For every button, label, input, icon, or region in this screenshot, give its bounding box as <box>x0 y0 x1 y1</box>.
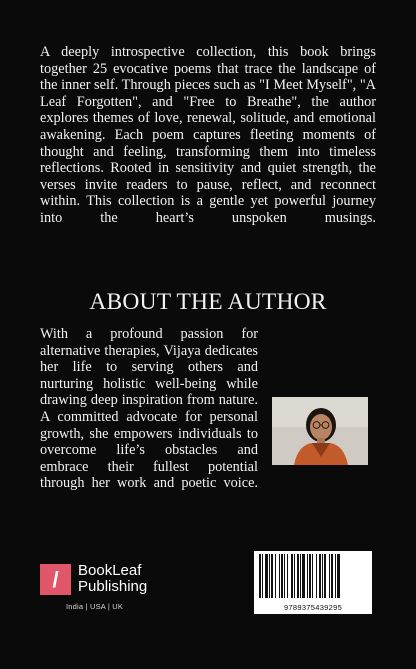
barcode-bar <box>335 554 336 598</box>
barcode-bar <box>337 554 340 598</box>
barcode-bar <box>265 554 268 598</box>
isbn-number: 9789375439295 <box>283 603 343 612</box>
barcode-bar <box>262 554 263 598</box>
barcode-bar <box>269 554 270 598</box>
barcode-bar <box>275 554 276 598</box>
barcode-bar <box>259 554 261 598</box>
publisher-name-line1: BookLeaf <box>78 562 142 579</box>
barcode-bar <box>329 554 330 598</box>
isbn-barcode <box>254 551 372 614</box>
book-blurb: A deeply introspective collection, this book brings together 25 evocative poems that trace the landscape of the inner self. Through pieces such as "I Meet Myself", "A Leaf Forgotten", and "Free to Breathe", the author explores themes of love, renewal, solitude, and emotional awakening. Each poem captures fleeting moments of thought and feeling, transforming them into timeless reflections. Rooted in sensitivity and quiet strength, the verses invite readers to pause, reflect, and reconnect within. This collection is a gentle yet powerful journey into the heart’s unspoken musings. <box>40 44 376 226</box>
barcode-bar <box>324 554 326 598</box>
barcode-bar <box>319 554 321 598</box>
publisher-logo <box>40 564 200 624</box>
barcode-bar <box>271 554 273 598</box>
barcode-bar <box>287 554 288 598</box>
barcode-bar <box>300 554 301 598</box>
barcode-bar <box>307 554 308 598</box>
barcode-bar <box>331 554 333 598</box>
publisher-logo-mark: / <box>40 564 71 595</box>
author-photo <box>272 397 368 465</box>
barcode-bar <box>291 554 293 598</box>
publisher-regions: India | USA | UK <box>66 602 124 611</box>
barcode-bar <box>297 554 299 598</box>
barcode-bar <box>312 554 313 598</box>
barcode-bars <box>257 554 369 598</box>
barcode-bar <box>284 554 285 598</box>
publisher-name <box>78 563 208 595</box>
barcode-bar <box>322 554 323 598</box>
barcode-bar <box>309 554 311 598</box>
barcode-bar <box>281 554 283 598</box>
barcode-bar <box>294 554 295 598</box>
barcode-bar <box>302 554 305 598</box>
author-bio: With a profound passion for alternative therapies, Vijaya dedicates her life to serving others and nurturing holistic well-being while drawing deep inspiration from nature. A committed advocate for personal growth, she empowers individuals to overcome life’s obstacles and embrace their fullest potential through her work and poetic voice. <box>40 326 258 492</box>
barcode-bar <box>279 554 280 598</box>
about-author-heading: ABOUT THE AUTHOR <box>89 289 327 315</box>
publisher-name-line2: Publishing <box>78 578 148 595</box>
barcode-bar <box>316 554 317 598</box>
